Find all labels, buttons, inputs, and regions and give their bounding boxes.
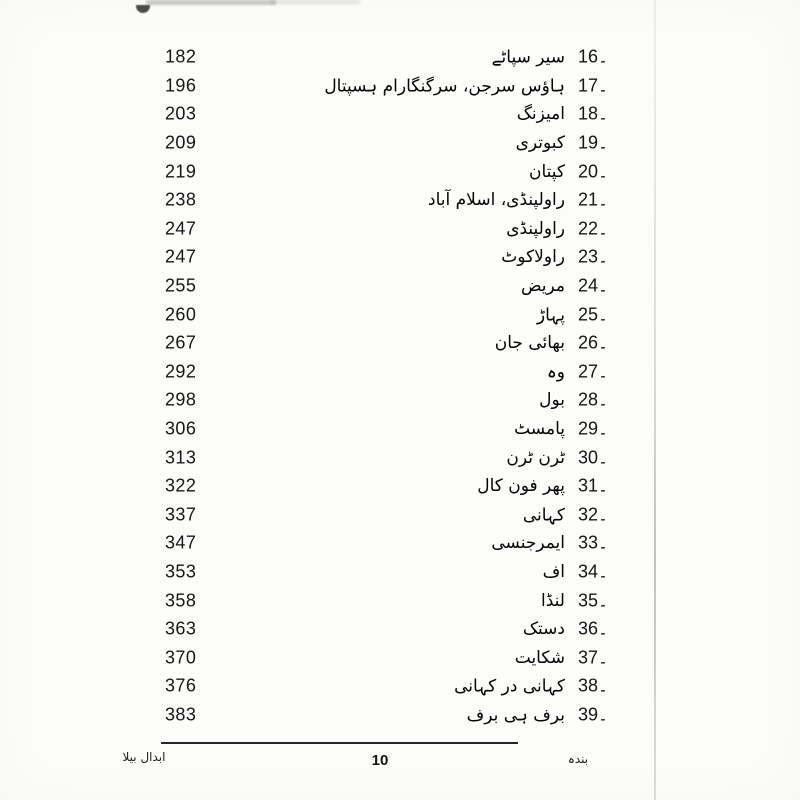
toc-row <box>0 415 800 444</box>
toc-entry-page-number: 322 <box>165 475 197 496</box>
toc-entry-title: مریض <box>520 276 565 297</box>
entry-dash: ۔ <box>598 705 608 726</box>
toc-entry-page-number: 383 <box>165 704 197 725</box>
footer-book-title: بندہ <box>567 752 589 766</box>
entry-dash: ۔ <box>598 676 608 697</box>
toc-entry-number <box>578 75 610 96</box>
entry-number-text: 34 <box>578 561 599 582</box>
toc-row <box>0 586 800 615</box>
toc-row <box>0 643 800 672</box>
toc-entry-page-number: 203 <box>165 103 197 124</box>
toc-entry-number <box>578 104 610 125</box>
toc-row <box>0 43 800 72</box>
entry-dash: ۔ <box>598 162 608 183</box>
footer-page-number: 10 <box>371 752 389 769</box>
toc-row <box>0 472 800 501</box>
entry-dash: ۔ <box>598 448 608 469</box>
entry-number-text: 16 <box>578 46 599 67</box>
toc-entry-title: سیر سپاٹے <box>491 47 565 68</box>
toc-entry-title: پہاڑ <box>536 305 565 326</box>
toc-entry-number <box>578 190 610 211</box>
toc-row <box>0 329 800 358</box>
entry-number-text: 25 <box>578 304 599 325</box>
entry-dash: ۔ <box>598 104 608 125</box>
toc-entry-number <box>578 447 610 468</box>
toc-row <box>0 672 800 701</box>
toc-entry-title: پامسٹ <box>514 419 565 440</box>
toc-row <box>0 243 800 272</box>
entry-dash: ۔ <box>598 133 608 154</box>
entry-dash: ۔ <box>598 219 608 240</box>
toc-entry-page-number: 337 <box>165 504 197 525</box>
toc-entry-number <box>578 47 610 68</box>
toc-entry-title: راولاکوٹ <box>501 247 565 268</box>
toc-entry-number <box>578 704 610 725</box>
toc-row <box>0 272 800 301</box>
toc-entry-number <box>578 647 610 668</box>
footer-divider <box>161 742 518 744</box>
toc-row <box>0 615 800 644</box>
entry-dash: ۔ <box>598 505 608 526</box>
toc-entry-number <box>578 333 610 354</box>
toc-entry-page-number: 247 <box>165 246 197 267</box>
toc-entry-title: اف <box>542 561 565 582</box>
toc-entry-number <box>578 218 610 239</box>
entry-number-text: 36 <box>578 618 599 639</box>
toc-entry-number <box>578 561 610 582</box>
entry-dash: ۔ <box>598 362 608 383</box>
toc-row <box>0 501 800 530</box>
toc-entry-number <box>578 390 610 411</box>
entry-dash: ۔ <box>598 247 608 268</box>
entry-dash: ۔ <box>598 591 608 612</box>
toc-entry-number <box>578 133 610 154</box>
toc-list <box>0 43 800 729</box>
toc-entry-page-number: 182 <box>165 46 197 67</box>
toc-entry-title: بول <box>539 390 565 411</box>
entry-number-text: 19 <box>578 132 599 153</box>
toc-entry-title: کبوتری <box>515 133 565 154</box>
toc-entry-number <box>578 161 610 182</box>
toc-entry-title: راولپنڈی <box>506 218 565 239</box>
toc-entry-title: کہانی <box>522 505 565 526</box>
toc-entry-title: وہ <box>546 362 565 383</box>
toc-entry-title: کپتان <box>528 161 565 182</box>
entry-number-text: 17 <box>578 75 599 96</box>
toc-entry-number <box>578 590 610 611</box>
toc-entry-page-number: 358 <box>165 590 197 611</box>
toc-entry-title: راولپنڈی، اسلام آباد <box>428 190 565 211</box>
toc-row <box>0 215 800 244</box>
toc-entry-title: برف ہی برف <box>466 705 565 726</box>
entry-number-text: 21 <box>578 189 599 210</box>
entry-number-text: 26 <box>578 332 599 353</box>
toc-entry-number <box>578 419 610 440</box>
entry-dash: ۔ <box>598 76 608 97</box>
toc-row <box>0 701 800 730</box>
scan-smudge-blob <box>136 5 150 13</box>
entry-number-text: 29 <box>578 418 599 439</box>
toc-entry-title: بھائی جان <box>494 333 565 354</box>
toc-entry-number <box>578 476 610 497</box>
toc-entry-page-number: 306 <box>165 418 197 439</box>
toc-entry-page-number: 376 <box>165 675 197 696</box>
entry-number-text: 39 <box>578 704 599 725</box>
toc-entry-title: شکایت <box>514 647 565 668</box>
footer-author: ابدال بیلا <box>122 750 166 764</box>
toc-entry-page-number: 292 <box>165 361 197 382</box>
toc-entry-number <box>578 504 610 525</box>
toc-row <box>0 100 800 129</box>
toc-entry-number <box>578 304 610 325</box>
entry-number-text: 33 <box>578 532 599 553</box>
toc-row <box>0 386 800 415</box>
toc-entry-number <box>578 361 610 382</box>
scan-smudge-streak-2 <box>270 0 360 4</box>
toc-entry-page-number: 313 <box>165 447 197 468</box>
entry-dash: ۔ <box>598 390 608 411</box>
toc-entry-title: کہانی در کہانی <box>454 676 565 697</box>
scan-smudge-streak <box>146 0 276 5</box>
entry-dash: ۔ <box>598 648 608 669</box>
toc-entry-number <box>578 676 610 697</box>
entry-number-text: 27 <box>578 361 599 382</box>
toc-row <box>0 72 800 101</box>
entry-number-text: 18 <box>578 103 599 124</box>
toc-row <box>0 157 800 186</box>
toc-entry-page-number: 267 <box>165 332 197 353</box>
toc-entry-page-number: 363 <box>165 618 197 639</box>
toc-entry-title: ٹرن ٹرن <box>506 447 565 468</box>
entry-number-text: 35 <box>578 590 599 611</box>
entry-number-text: 32 <box>578 504 599 525</box>
entry-number-text: 22 <box>578 218 599 239</box>
toc-entry-page-number: 260 <box>165 304 197 325</box>
toc-entry-page-number: 298 <box>165 389 197 410</box>
toc-entry-page-number: 209 <box>165 132 197 153</box>
entry-number-text: 30 <box>578 447 599 468</box>
entry-number-text: 31 <box>578 475 599 496</box>
toc-row <box>0 443 800 472</box>
entry-dash: ۔ <box>598 419 608 440</box>
entry-dash: ۔ <box>598 276 608 297</box>
toc-row <box>0 558 800 587</box>
entry-dash: ۔ <box>598 562 608 583</box>
entry-dash: ۔ <box>598 190 608 211</box>
entry-dash: ۔ <box>598 305 608 326</box>
toc-entry-page-number: 247 <box>165 218 197 239</box>
toc-entry-page-number: 196 <box>165 75 197 96</box>
toc-entry-title: ایمرجنسی <box>491 533 565 554</box>
entry-dash: ۔ <box>598 533 608 554</box>
toc-entry-title: ہاؤس سرجن، سرگنگارام ہسپتال <box>324 76 565 97</box>
toc-entry-page-number: 255 <box>165 275 197 296</box>
entry-number-text: 28 <box>578 389 599 410</box>
toc-entry-number <box>578 247 610 268</box>
toc-entry-page-number: 347 <box>165 532 197 553</box>
entry-number-text: 37 <box>578 647 599 668</box>
entry-number-text: 38 <box>578 675 599 696</box>
toc-entry-title: امیزنگ <box>516 104 565 125</box>
entry-dash: ۔ <box>598 619 608 640</box>
entry-dash: ۔ <box>598 476 608 497</box>
entry-number-text: 23 <box>578 246 599 267</box>
toc-entry-number <box>578 533 610 554</box>
toc-entry-number <box>578 276 610 297</box>
toc-row <box>0 186 800 215</box>
toc-entry-title: پھر فون کال <box>477 476 565 497</box>
toc-entry-page-number: 238 <box>165 189 197 210</box>
toc-row <box>0 300 800 329</box>
entry-dash: ۔ <box>598 333 608 354</box>
toc-row <box>0 129 800 158</box>
toc-row <box>0 358 800 387</box>
entry-number-text: 24 <box>578 275 599 296</box>
toc-entry-number <box>578 619 610 640</box>
toc-entry-title: لنڈا <box>541 590 565 611</box>
toc-entry-page-number: 370 <box>165 647 197 668</box>
toc-entry-page-number: 219 <box>165 161 197 182</box>
toc-entry-page-number: 353 <box>165 561 197 582</box>
toc-row <box>0 529 800 558</box>
entry-dash: ۔ <box>598 47 608 68</box>
toc-entry-title: دستک <box>522 619 565 640</box>
entry-number-text: 20 <box>578 161 599 182</box>
